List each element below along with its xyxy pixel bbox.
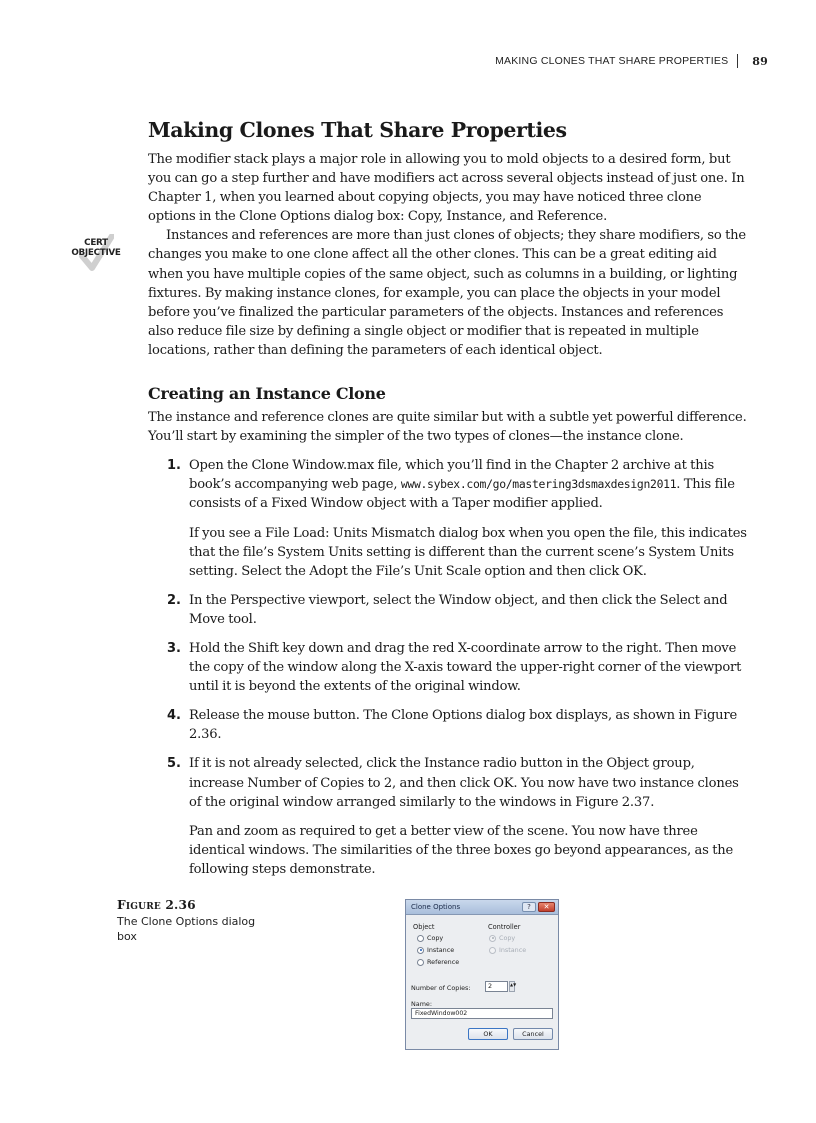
object-copy-radio[interactable] xyxy=(417,934,443,942)
copies-spinner[interactable]: ▲▼ xyxy=(509,981,515,992)
radio-icon xyxy=(417,959,424,966)
figure-caption xyxy=(117,898,257,944)
step-note: If you see a File Load: Units Mismatch dialog box when you open the file, this indicates that the file’s System Units setting is different than the current scene’s System Units setting. Select the Adopt the File’s Unit Scale option and then click OK. xyxy=(189,525,747,579)
ok-button[interactable]: OK xyxy=(468,1028,508,1040)
cert-label: CERT xyxy=(84,238,108,248)
name-input[interactable]: FixedWindow002 xyxy=(411,1008,553,1019)
copies-input[interactable]: 2 xyxy=(485,981,508,992)
copies-label: Number of Copies: xyxy=(411,984,471,992)
step-number: 4. xyxy=(167,708,181,724)
objective-label: OBJECTIVE xyxy=(71,248,121,258)
cancel-button[interactable]: Cancel xyxy=(513,1028,553,1040)
cert-objective-icon xyxy=(70,238,122,272)
subsection-intro: The instance and reference clones are quite similar but with a subtle yet powerful difference. You’ll start by examining the simpler of the two types of clones—the instance clone. xyxy=(148,410,747,445)
page-number: 89 xyxy=(752,54,768,68)
step-item xyxy=(148,639,748,696)
figure-label: Figure 2.36 xyxy=(117,898,196,912)
figure-description: The Clone Options dialog box xyxy=(117,915,256,943)
radio-label: Instance xyxy=(499,946,527,954)
object-reference-radio[interactable] xyxy=(417,958,459,966)
radio-label: Reference xyxy=(427,958,460,966)
step-item xyxy=(148,456,748,581)
running-head xyxy=(495,54,768,68)
step-text: Release the mouse button. The Clone Options dialog box displays, as shown in Figure 2.36. xyxy=(189,708,738,743)
clone-options-dialog xyxy=(405,899,559,1050)
section-paragraph-1: The modifier stack plays a major role in allowing you to mold objects to a desired form, but you can go a step further and have modifiers act across several objects instead of just one. In Chapter 1, when you learned about copying objects, you may have noticed three clone options in the Clone Options dialog box: Copy, Instance, and Reference. xyxy=(148,152,745,225)
section-paragraph-2: Instances and references are more than just clones of objects; they share modifiers, so the changes you make to one clone affect all the other clones. This can be a great editing aid when you have multiple copies of the same object, such as columns in a building, or lighting fixtures. By making instance clones, for example, you can place the objects in your model before you’ve finalized the particular parameters of the objects. Instances and references also reduce file size by defining a single object or modifier that is repeated in multiple locations, rather than defining the parameters of each identical object. xyxy=(148,228,746,358)
help-icon[interactable]: ? xyxy=(522,902,536,912)
section-title: Making Clones That Share Properties xyxy=(148,118,567,142)
step-item xyxy=(148,706,748,744)
dialog-title: Clone Options xyxy=(411,903,461,911)
step-item xyxy=(148,591,748,629)
step-text: Open the Clone Window.max file, which you’ll find in the Chapter 2 archive at this book’s accompanying web page, www.sybex.com/go/mastering3dsmaxdesign2011. This file consists of a Fixed Window object with a Taper modifier applied. xyxy=(189,458,735,512)
radio-label: Copy xyxy=(427,934,444,942)
object-instance-radio[interactable] xyxy=(417,946,454,954)
step-text: If it is not already selected, click the Instance radio button in the Object group, increase Number of Copies to 2, and then click OK. You now have two instance clones of the original window arranged similarly to the windows in Figure 2.37. xyxy=(189,756,739,810)
step-number: 2. xyxy=(167,592,181,608)
object-group-label: Object xyxy=(413,923,435,931)
step-number: 5. xyxy=(167,756,181,772)
step-text: Hold the Shift key down and drag the red X-coordinate arrow to the right. Then move the copy of the window along the X-axis toward the upper-right corner of the viewport until it is beyond the extents of the original window. xyxy=(189,640,742,695)
dialog-titlebar xyxy=(406,900,558,915)
steps-list xyxy=(148,456,748,879)
controller-instance-radio[interactable] xyxy=(489,946,526,954)
controller-copy-radio[interactable] xyxy=(489,934,515,942)
running-title: MAKING CLONES THAT SHARE PROPERTIES xyxy=(495,54,738,68)
step-text: In the Perspective viewport, select the Window object, and then click the Select and Move tool. xyxy=(189,592,728,627)
close-icon[interactable]: ✕ xyxy=(538,902,555,912)
name-label: Name: xyxy=(411,1000,433,1008)
radio-icon xyxy=(417,947,424,954)
main-content xyxy=(148,118,748,889)
subsection-title: Creating an Instance Clone xyxy=(148,384,386,404)
radio-icon xyxy=(417,935,424,942)
step-number: 3. xyxy=(167,640,181,656)
radio-label: Instance xyxy=(427,946,455,954)
radio-label: Copy xyxy=(499,934,516,942)
radio-icon xyxy=(489,947,496,954)
step-item xyxy=(148,754,748,879)
step-number: 1. xyxy=(167,458,181,474)
web-link[interactable]: www.sybex.com/go/mastering3dsmaxdesign2011 xyxy=(400,477,677,492)
radio-icon xyxy=(489,935,496,942)
step-note: Pan and zoom as required to get a better view of the scene. You now have three identical windows. The similarities of the three boxes go beyond appearances, as the following steps demonstrate. xyxy=(189,823,734,877)
controller-group-label: Controller xyxy=(488,923,521,931)
